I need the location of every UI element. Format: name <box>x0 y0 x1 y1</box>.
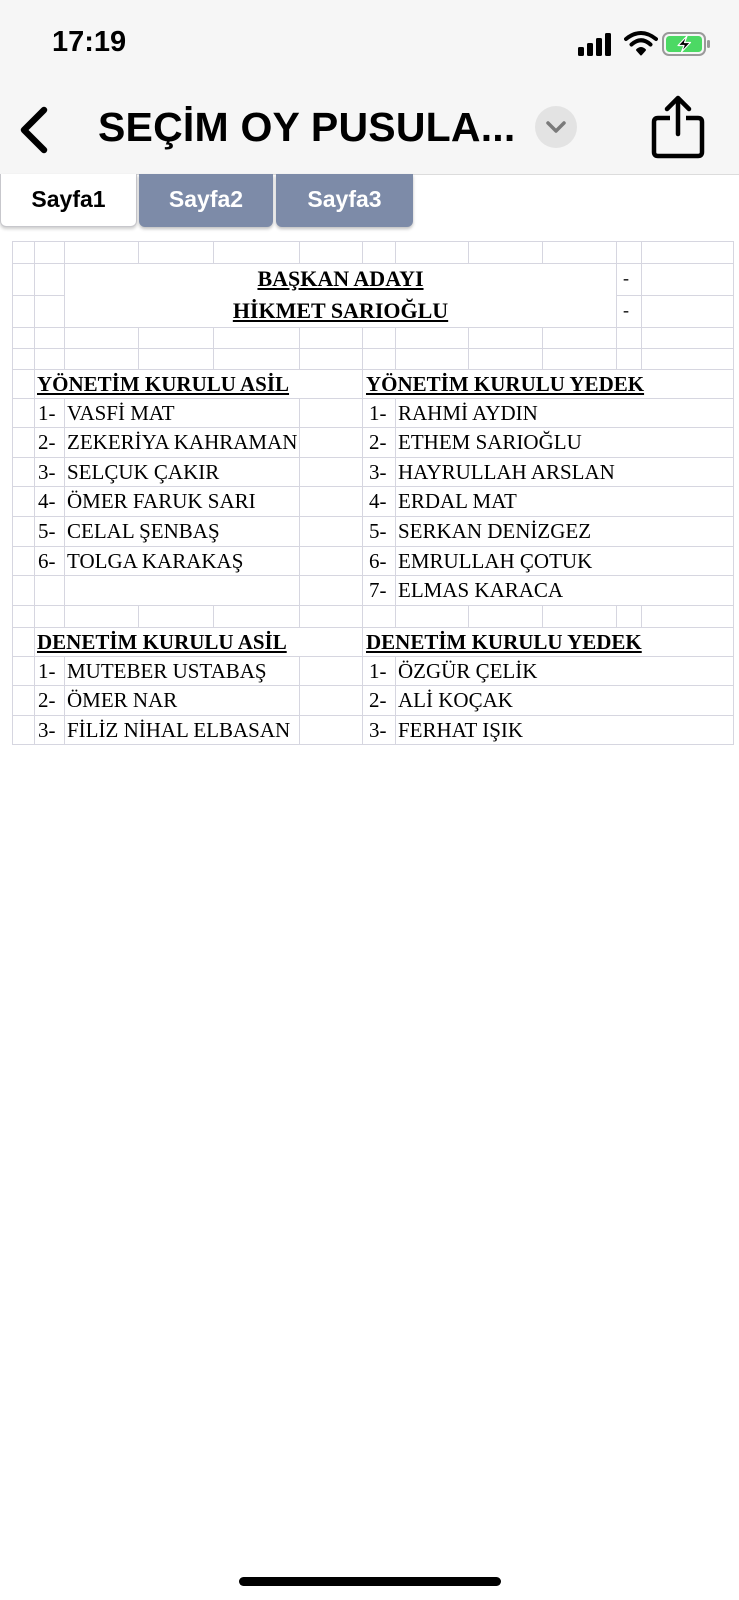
title-menu-button[interactable] <box>535 106 577 148</box>
navigation-bar <box>0 90 739 175</box>
list-item-name: ETHEM SARIOĞLU <box>398 430 582 454</box>
share-icon[interactable] <box>650 94 706 160</box>
battery-charging-icon <box>662 32 712 56</box>
list-item-name: FİLİZ NİHAL ELBASAN <box>67 718 291 742</box>
list-item-name: ÖMER FARUK SARI <box>67 489 256 513</box>
back-chevron-icon[interactable] <box>14 102 54 158</box>
list-item-no: 7- <box>369 578 387 602</box>
list-item-name: SELÇUK ÇAKIR <box>67 460 220 484</box>
list-item-no: 6- <box>369 549 387 573</box>
tab-sayfa1[interactable]: Sayfa1 <box>0 174 137 227</box>
chevron-down-icon <box>544 117 568 137</box>
president-dash-1: - <box>623 268 629 288</box>
document-title[interactable]: SEÇİM OY PUSULA... <box>98 104 516 150</box>
list-item-no: 4- <box>38 489 56 513</box>
list-item-no: 5- <box>369 519 387 543</box>
president-header: BAŞKAN ADAYI <box>257 266 424 291</box>
board-reserve-header: YÖNETİM KURULU YEDEK <box>366 372 645 396</box>
list-item-name: FERHAT IŞIK <box>398 718 524 742</box>
status-bar <box>0 0 739 90</box>
list-item-name: ERDAL MAT <box>398 489 517 513</box>
list-item-no: 1- <box>38 659 56 683</box>
list-item-no: 2- <box>38 688 56 712</box>
board-main-header: YÖNETİM KURULU ASİL <box>37 372 290 396</box>
list-item-no: 3- <box>38 460 56 484</box>
list-item-no: 3- <box>38 718 56 742</box>
list-item-name: ALİ KOÇAK <box>398 688 513 712</box>
list-item-no: 5- <box>38 519 56 543</box>
list-item-name: ZEKERİYA KAHRAMAN <box>67 430 298 454</box>
audit-reserve-header: DENETİM KURULU YEDEK <box>366 630 642 654</box>
list-item-no: 2- <box>369 430 387 454</box>
cellular-signal-icon <box>578 32 614 56</box>
list-item-no: 2- <box>369 688 387 712</box>
list-item-no: 1- <box>38 401 56 425</box>
list-item-name: MUTEBER USTABAŞ <box>67 659 267 683</box>
list-item-name: RAHMİ AYDIN <box>398 401 538 425</box>
list-item-no: 3- <box>369 718 387 742</box>
list-item-name: ELMAS KARACA <box>398 578 564 602</box>
list-item-name: ÖZGÜR ÇELİK <box>398 659 538 683</box>
president-dash-2: - <box>623 300 629 320</box>
list-item-no: 2- <box>38 430 56 454</box>
list-item-no: 6- <box>38 549 56 573</box>
list-item-name: ÖMER NAR <box>67 688 178 712</box>
tab-sayfa3[interactable]: Sayfa3 <box>276 174 413 227</box>
list-item-no: 3- <box>369 460 387 484</box>
list-item-name: HAYRULLAH ARSLAN <box>398 460 615 484</box>
sheet-tabs <box>0 174 739 228</box>
list-item-no: 4- <box>369 489 387 513</box>
audit-main-header: DENETİM KURULU ASİL <box>37 630 287 654</box>
list-item-name: TOLGA KARAKAŞ <box>67 549 244 573</box>
list-item-name: SERKAN DENİZGEZ <box>398 519 592 543</box>
tab-sayfa2[interactable]: Sayfa2 <box>139 174 273 227</box>
spreadsheet-grid[interactable] <box>12 241 734 744</box>
list-item-name: EMRULLAH ÇOTUK <box>398 549 593 573</box>
wifi-icon <box>624 30 658 56</box>
list-item-no: 1- <box>369 401 387 425</box>
list-item-name: VASFİ MAT <box>67 401 175 425</box>
president-name: HİKMET SARIOĞLU <box>232 298 449 323</box>
home-indicator[interactable] <box>239 1577 501 1586</box>
list-item-no: 1- <box>369 659 387 683</box>
list-item-name: CELAL ŞENBAŞ <box>67 519 220 543</box>
status-time: 17:19 <box>52 26 127 58</box>
